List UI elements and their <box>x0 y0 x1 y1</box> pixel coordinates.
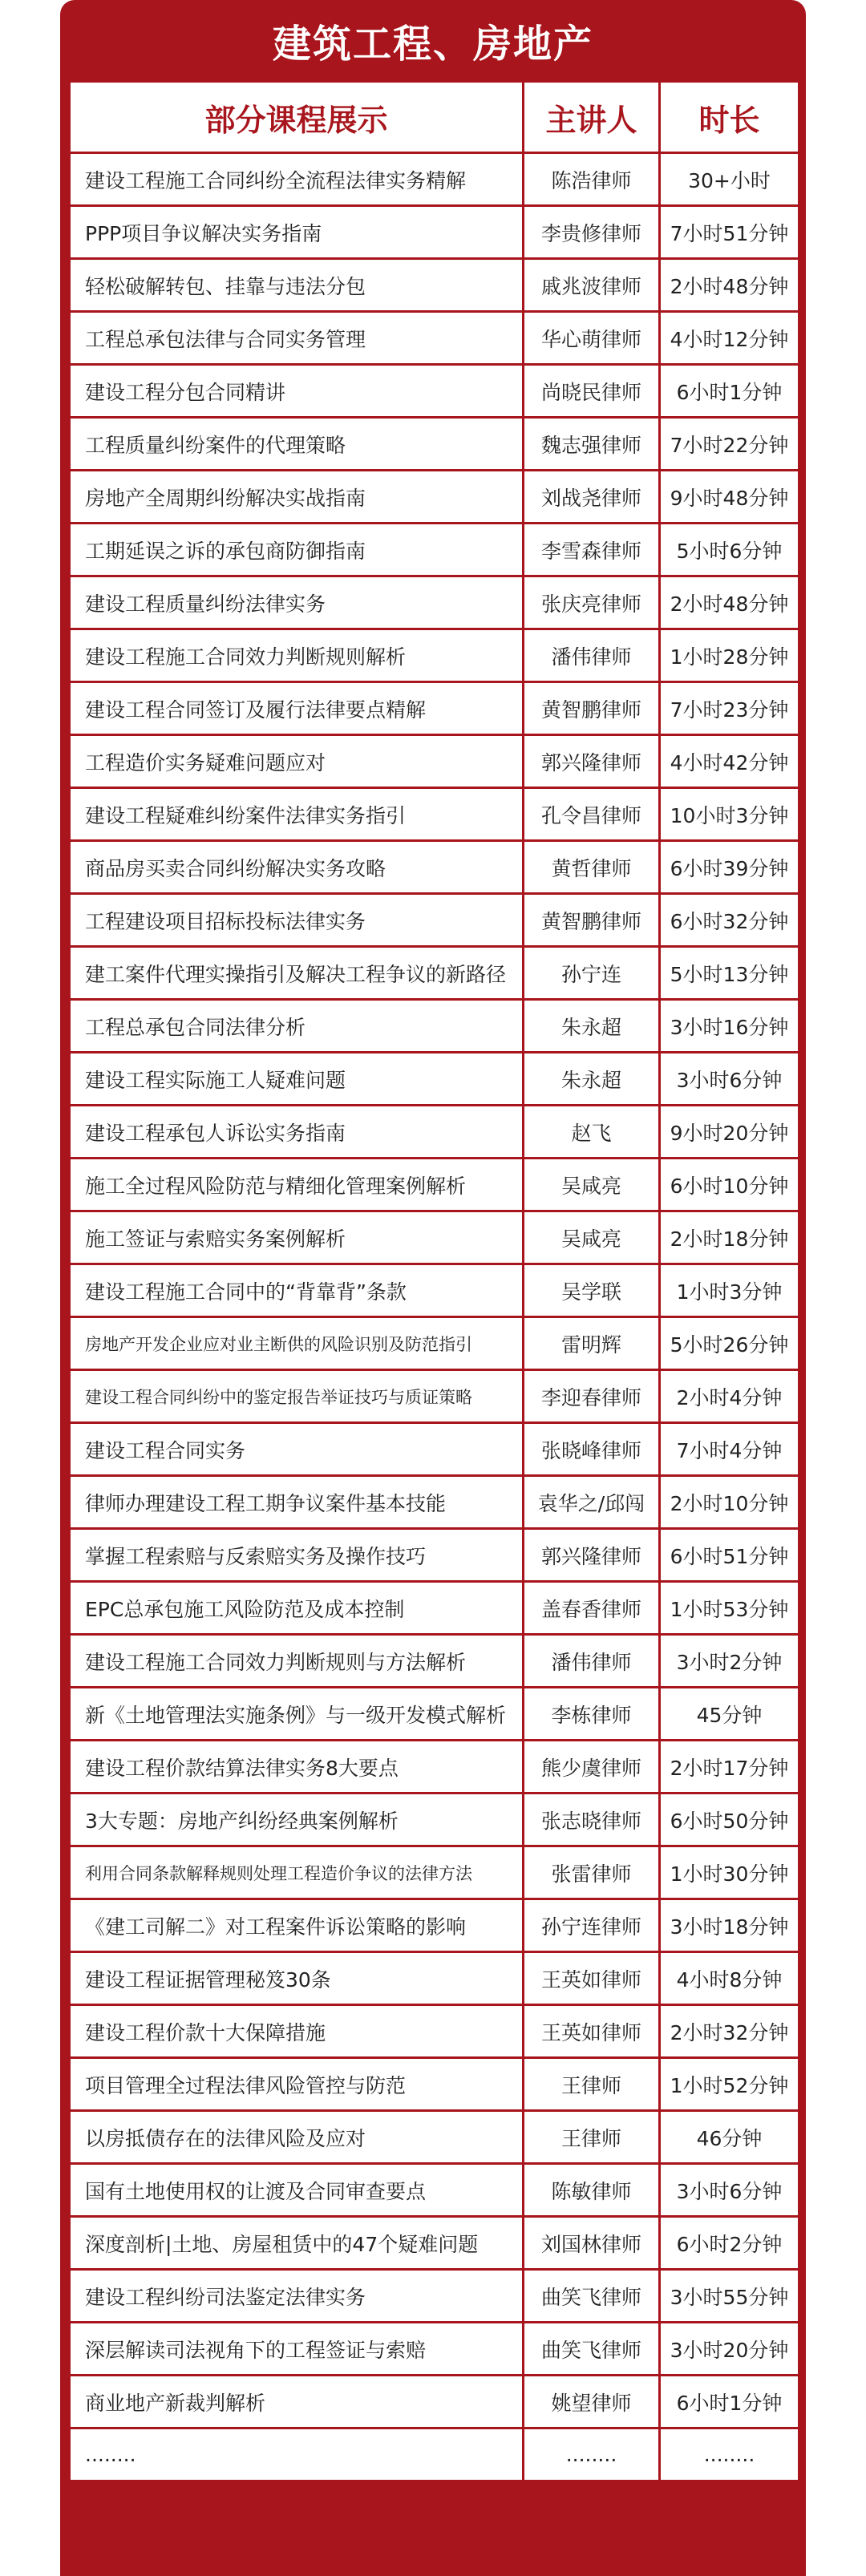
table-row <box>70 1582 799 1635</box>
speaker: 王英如律师 <box>524 2005 660 2058</box>
table-row <box>70 153 799 206</box>
speaker: 李栋律师 <box>524 1688 660 1741</box>
table-row <box>70 682 799 735</box>
course-name: 深度剖析|土地、房屋租赁中的47个疑难问题 <box>70 2217 524 2270</box>
speaker: 黄智鹏律师 <box>524 894 660 947</box>
speaker: ........ <box>524 2428 660 2481</box>
duration: 4小时8分钟 <box>660 1952 799 2005</box>
duration: 6小时1分钟 <box>660 365 799 418</box>
speaker: 姚望律师 <box>524 2376 660 2428</box>
course-name: 建设工程施工合同效力判断规则与方法解析 <box>70 1635 524 1688</box>
speaker: 尚晓民律师 <box>524 365 660 418</box>
table-row <box>70 2376 799 2428</box>
duration: 5小时26分钟 <box>660 1317 799 1370</box>
course-name: 国有土地使用权的让渡及合同审查要点 <box>70 2164 524 2217</box>
course-table <box>68 80 800 2482</box>
course-name: 以房抵债存在的法律风险及应对 <box>70 2111 524 2164</box>
speaker: 郭兴隆律师 <box>524 1529 660 1582</box>
course-name: 建设工程价款十大保障措施 <box>70 2005 524 2058</box>
speaker: 张晓峰律师 <box>524 1423 660 1476</box>
duration: 2小时48分钟 <box>660 576 799 629</box>
duration: 30+小时 <box>660 153 799 206</box>
course-name: 房地产全周期纠纷解决实战指南 <box>70 471 524 524</box>
speaker: 刘战尧律师 <box>524 471 660 524</box>
course-name: 商品房买卖合同纠纷解决实务攻略 <box>70 841 524 894</box>
speaker: 潘伟律师 <box>524 629 660 682</box>
duration: 1小时52分钟 <box>660 2058 799 2111</box>
duration: 2小时17分钟 <box>660 1741 799 1793</box>
speaker: 王英如律师 <box>524 1952 660 2005</box>
duration: 9小时20分钟 <box>660 1106 799 1159</box>
duration: 3小时6分钟 <box>660 2164 799 2217</box>
duration: 1小时28分钟 <box>660 629 799 682</box>
speaker: 刘国林律师 <box>524 2217 660 2270</box>
table-row <box>70 2270 799 2323</box>
table-row <box>70 312 799 365</box>
duration: 5小时13分钟 <box>660 947 799 1000</box>
course-name: 建设工程质量纠纷法律实务 <box>70 576 524 629</box>
table-header-row <box>70 82 799 153</box>
course-name: 建设工程施工合同纠纷全流程法律实务精解 <box>70 153 524 206</box>
duration: 3小时18分钟 <box>660 1899 799 1952</box>
speaker: 潘伟律师 <box>524 1635 660 1688</box>
course-name: 建设工程实际施工人疑难问题 <box>70 1053 524 1106</box>
duration: 6小时1分钟 <box>660 2376 799 2428</box>
table-row <box>70 1423 799 1476</box>
table-row <box>70 1635 799 1688</box>
course-name: 建设工程证据管理秘笈30条 <box>70 1952 524 2005</box>
duration: 1小时30分钟 <box>660 1846 799 1899</box>
speaker: 吴咸亮 <box>524 1159 660 1211</box>
course-name: 3大专题：房地产纠纷经典案例解析 <box>70 1793 524 1846</box>
course-name: 施工全过程风险防范与精细化管理案例解析 <box>70 1159 524 1211</box>
speaker: 曲笑飞律师 <box>524 2323 660 2376</box>
table-row <box>70 1793 799 1846</box>
duration: 3小时55分钟 <box>660 2270 799 2323</box>
speaker: 孙宁连律师 <box>524 1899 660 1952</box>
table-row <box>70 788 799 841</box>
course-name: 建设工程承包人诉讼实务指南 <box>70 1106 524 1159</box>
table-row <box>70 1106 799 1159</box>
speaker: 曲笑飞律师 <box>524 2270 660 2323</box>
course-name: 建设工程纠纷司法鉴定法律实务 <box>70 2270 524 2323</box>
speaker: 黄哲律师 <box>524 841 660 894</box>
course-name: 施工签证与索赔实务案例解析 <box>70 1211 524 1264</box>
table-row <box>70 2217 799 2270</box>
header-course: 部分课程展示 <box>70 82 524 153</box>
course-name: 新《土地管理法实施条例》与一级开发模式解析 <box>70 1688 524 1741</box>
duration: 5小时6分钟 <box>660 524 799 576</box>
table-row <box>70 947 799 1000</box>
duration: 7小时23分钟 <box>660 682 799 735</box>
duration: 2小时48分钟 <box>660 259 799 312</box>
speaker: 赵飞 <box>524 1106 660 1159</box>
speaker: 李迎春律师 <box>524 1370 660 1423</box>
duration: 2小时10分钟 <box>660 1476 799 1529</box>
course-name: 建设工程合同实务 <box>70 1423 524 1476</box>
speaker: 孔令昌律师 <box>524 788 660 841</box>
table-row <box>70 365 799 418</box>
course-name: 工期延误之诉的承包商防御指南 <box>70 524 524 576</box>
course-name: 建设工程疑难纠纷案件法律实务指引 <box>70 788 524 841</box>
duration: 9小时48分钟 <box>660 471 799 524</box>
table-row <box>70 1211 799 1264</box>
course-name: 建设工程施工合同效力判断规则解析 <box>70 629 524 682</box>
course-name: 工程总承包法律与合同实务管理 <box>70 312 524 365</box>
duration: ........ <box>660 2428 799 2481</box>
table-row <box>70 1529 799 1582</box>
duration: 2小时32分钟 <box>660 2005 799 2058</box>
course-name: 《建工司解二》对工程案件诉讼策略的影响 <box>70 1899 524 1952</box>
course-name: 建设工程施工合同中的“背靠背”条款 <box>70 1264 524 1317</box>
speaker: 李贵修律师 <box>524 206 660 259</box>
course-name: 建设工程合同签订及履行法律要点精解 <box>70 682 524 735</box>
table-row <box>70 2428 799 2481</box>
table-row <box>70 2058 799 2111</box>
table-row <box>70 1053 799 1106</box>
course-name: 商业地产新裁判解析 <box>70 2376 524 2428</box>
duration: 7小时4分钟 <box>660 1423 799 1476</box>
table-row <box>70 629 799 682</box>
speaker: 张志晓律师 <box>524 1793 660 1846</box>
course-name: 利用合同条款解释规则处理工程造价争议的法律方法 <box>70 1846 524 1899</box>
duration: 45分钟 <box>660 1688 799 1741</box>
speaker: 李雪森律师 <box>524 524 660 576</box>
course-name: 工程造价实务疑难问题应对 <box>70 735 524 788</box>
duration: 4小时42分钟 <box>660 735 799 788</box>
speaker: 陈浩律师 <box>524 153 660 206</box>
course-name: 房地产开发企业应对业主断供的风险识别及防范指引 <box>70 1317 524 1370</box>
course-name: 建设工程合同纠纷中的鉴定报告举证技巧与质证策略 <box>70 1370 524 1423</box>
table-row <box>70 1688 799 1741</box>
speaker: 王律师 <box>524 2111 660 2164</box>
course-name: 律师办理建设工程工期争议案件基本技能 <box>70 1476 524 1529</box>
table-row <box>70 841 799 894</box>
speaker: 华心萌律师 <box>524 312 660 365</box>
duration: 7小时51分钟 <box>660 206 799 259</box>
table-row <box>70 1741 799 1793</box>
speaker: 王律师 <box>524 2058 660 2111</box>
course-name: 工程质量纠纷案件的代理策略 <box>70 418 524 471</box>
duration: 3小时2分钟 <box>660 1635 799 1688</box>
duration: 2小时4分钟 <box>660 1370 799 1423</box>
table-row <box>70 259 799 312</box>
table-row <box>70 1370 799 1423</box>
table-row <box>70 2111 799 2164</box>
table-row <box>70 894 799 947</box>
table-row <box>70 576 799 629</box>
course-name: 工程建设项目招标投标法律实务 <box>70 894 524 947</box>
table-row <box>70 524 799 576</box>
course-name: 建设工程分包合同精讲 <box>70 365 524 418</box>
banner <box>60 0 806 80</box>
table-row <box>70 1317 799 1370</box>
duration: 6小时2分钟 <box>660 2217 799 2270</box>
speaker: 雷明辉 <box>524 1317 660 1370</box>
course-name: 项目管理全过程法律风险管控与防范 <box>70 2058 524 2111</box>
duration: 3小时20分钟 <box>660 2323 799 2376</box>
duration: 3小时16分钟 <box>660 1000 799 1053</box>
course-name: 工程总承包合同法律分析 <box>70 1000 524 1053</box>
duration: 6小时39分钟 <box>660 841 799 894</box>
speaker: 魏志强律师 <box>524 418 660 471</box>
duration: 46分钟 <box>660 2111 799 2164</box>
table-row <box>70 1952 799 2005</box>
speaker: 袁华之/邱闯 <box>524 1476 660 1529</box>
poster-frame <box>60 0 806 2576</box>
table-row <box>70 2323 799 2376</box>
course-name: 轻松破解转包、挂靠与违法分包 <box>70 259 524 312</box>
duration: 4小时12分钟 <box>660 312 799 365</box>
speaker: 郭兴隆律师 <box>524 735 660 788</box>
course-name: 建工案件代理实操指引及解决工程争议的新路径 <box>70 947 524 1000</box>
speaker: 熊少虞律师 <box>524 1741 660 1793</box>
speaker: 戚兆波律师 <box>524 259 660 312</box>
table-row <box>70 1264 799 1317</box>
duration: 6小时10分钟 <box>660 1159 799 1211</box>
header-duration: 时长 <box>660 82 799 153</box>
table-row <box>70 1899 799 1952</box>
table-row <box>70 418 799 471</box>
duration: 2小时18分钟 <box>660 1211 799 1264</box>
speaker: 朱永超 <box>524 1053 660 1106</box>
table-row <box>70 1846 799 1899</box>
table-row <box>70 2164 799 2217</box>
course-name: EPC总承包施工风险防范及成本控制 <box>70 1582 524 1635</box>
speaker: 张雷律师 <box>524 1846 660 1899</box>
duration: 6小时32分钟 <box>660 894 799 947</box>
header-speaker: 主讲人 <box>524 82 660 153</box>
speaker: 盖春香律师 <box>524 1582 660 1635</box>
speaker: 陈敏律师 <box>524 2164 660 2217</box>
duration: 7小时22分钟 <box>660 418 799 471</box>
banner-title: 建筑工程、房地产 <box>272 21 593 67</box>
table-row <box>70 735 799 788</box>
table-row <box>70 1000 799 1053</box>
speaker: 朱永超 <box>524 1000 660 1053</box>
speaker: 吴学联 <box>524 1264 660 1317</box>
speaker: 孙宁连 <box>524 947 660 1000</box>
duration: 1小时3分钟 <box>660 1264 799 1317</box>
duration: 6小时50分钟 <box>660 1793 799 1846</box>
table-row <box>70 206 799 259</box>
duration: 10小时3分钟 <box>660 788 799 841</box>
duration: 3小时6分钟 <box>660 1053 799 1106</box>
course-name: PPP项目争议解决实务指南 <box>70 206 524 259</box>
speaker: 张庆亮律师 <box>524 576 660 629</box>
course-name: 深层解读司法视角下的工程签证与索赔 <box>70 2323 524 2376</box>
speaker: 吴咸亮 <box>524 1211 660 1264</box>
course-name: 掌握工程索赔与反索赔实务及操作技巧 <box>70 1529 524 1582</box>
table-row <box>70 2005 799 2058</box>
duration: 1小时53分钟 <box>660 1582 799 1635</box>
table-row <box>70 1476 799 1529</box>
course-name: ........ <box>70 2428 524 2481</box>
speaker: 黄智鹏律师 <box>524 682 660 735</box>
course-table-body <box>70 153 799 2481</box>
table-row <box>70 1159 799 1211</box>
table-row <box>70 471 799 524</box>
course-name: 建设工程价款结算法律实务8大要点 <box>70 1741 524 1793</box>
duration: 6小时51分钟 <box>660 1529 799 1582</box>
